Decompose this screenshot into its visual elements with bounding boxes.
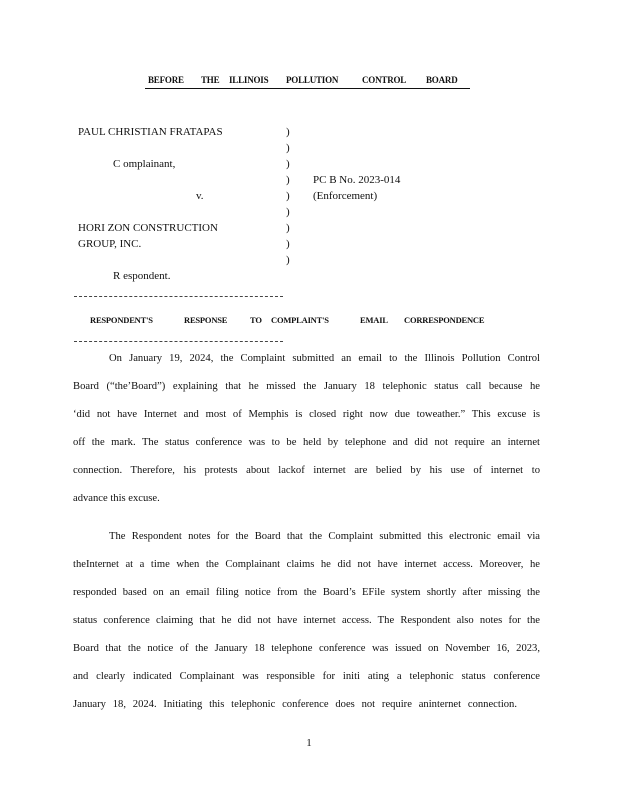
paragraph-line: theInternet at a time when the Complainant claims he did not have internet access. Moreover, he — [73, 559, 540, 570]
subheading-word: EMAIL — [360, 315, 388, 325]
page-number: 1 — [306, 737, 312, 749]
subheading-word: RESPONSE — [184, 315, 228, 325]
caption-paren: ) — [286, 238, 290, 250]
response-subheading — [90, 315, 485, 327]
subheading-word: CORRESPONDENCE — [404, 315, 485, 325]
caption-paren: ) — [286, 158, 290, 170]
complainant-label: C omplainant, — [113, 158, 176, 170]
caption-paren: ) — [286, 142, 290, 154]
heading-word: BEFORE — [148, 75, 184, 85]
paragraph-line: ‘did not have Internet and most of Memphis is closed right now due toweather.” This excuse is — [73, 409, 540, 420]
heading-word: ILLINOIS — [229, 75, 269, 85]
paragraph-line: The Respondent notes for the Board that the Complaint submitted this electronic email via — [109, 531, 540, 542]
divider-rule — [74, 296, 283, 297]
paragraph-line: On January 19, 2024, the Complaint submitted an email to the Illinois Pollution Control — [109, 353, 540, 364]
respondent-name-line1: HORI ZON CONSTRUCTION — [78, 222, 218, 234]
heading-word: CONTROL — [362, 75, 407, 85]
respondent-name-line2: GROUP, INC. — [78, 238, 142, 250]
respondent-label: R espondent. — [113, 270, 171, 282]
paragraph-line: status conference claiming that he did not have internet access. The Respondent also notes for the — [73, 615, 540, 626]
paragraph-line: January 18, 2024. Initiating this telephonic conference does not require aninternet connection. — [73, 699, 517, 710]
caption-paren: ) — [286, 126, 290, 138]
caption-paren: ) — [286, 254, 290, 266]
heading-word: POLLUTION — [286, 75, 339, 85]
paragraph-line: Board that the notice of the January 18 telephone conference was issued on November 16, 2023, — [73, 643, 540, 654]
subheading-word: RESPONDENT'S — [90, 315, 153, 325]
case-type: (Enforcement) — [313, 190, 378, 202]
document-heading — [145, 74, 470, 89]
caption-paren: ) — [286, 190, 290, 202]
divider-rule — [74, 341, 283, 342]
subheading-word: TO — [250, 315, 262, 325]
caption-paren: ) — [286, 206, 290, 218]
paragraph-line: advance this excuse. — [73, 493, 160, 504]
paragraph-line: connection. Therefore, his protests about lackof internet are belied by his use of internet to — [73, 465, 540, 476]
heading-word: THE — [201, 75, 220, 85]
heading-word: BOARD — [426, 75, 458, 85]
versus-label: v. — [196, 190, 204, 202]
paragraph-line: off the mark. The status conference was to be held by telephone and did not require an internet — [73, 437, 540, 448]
paragraph-line: responded based on an email filing notice from the Board’s EFile system shortly after missing the — [73, 587, 540, 598]
complainant-name: PAUL CHRISTIAN FRATAPAS — [78, 126, 223, 138]
subheading-word: COMPLAINT'S — [271, 315, 329, 325]
paragraph-line: and clearly indicated Complainant was responsible for initi ating a telephonic status conference — [73, 671, 540, 682]
case-number: PC B No. 2023-014 — [313, 174, 401, 186]
paragraph-line: Board (“the’Board”) explaining that he missed the January 18 telephonic status call because he — [73, 381, 540, 392]
caption-paren: ) — [286, 222, 290, 234]
caption-paren: ) — [286, 174, 290, 186]
